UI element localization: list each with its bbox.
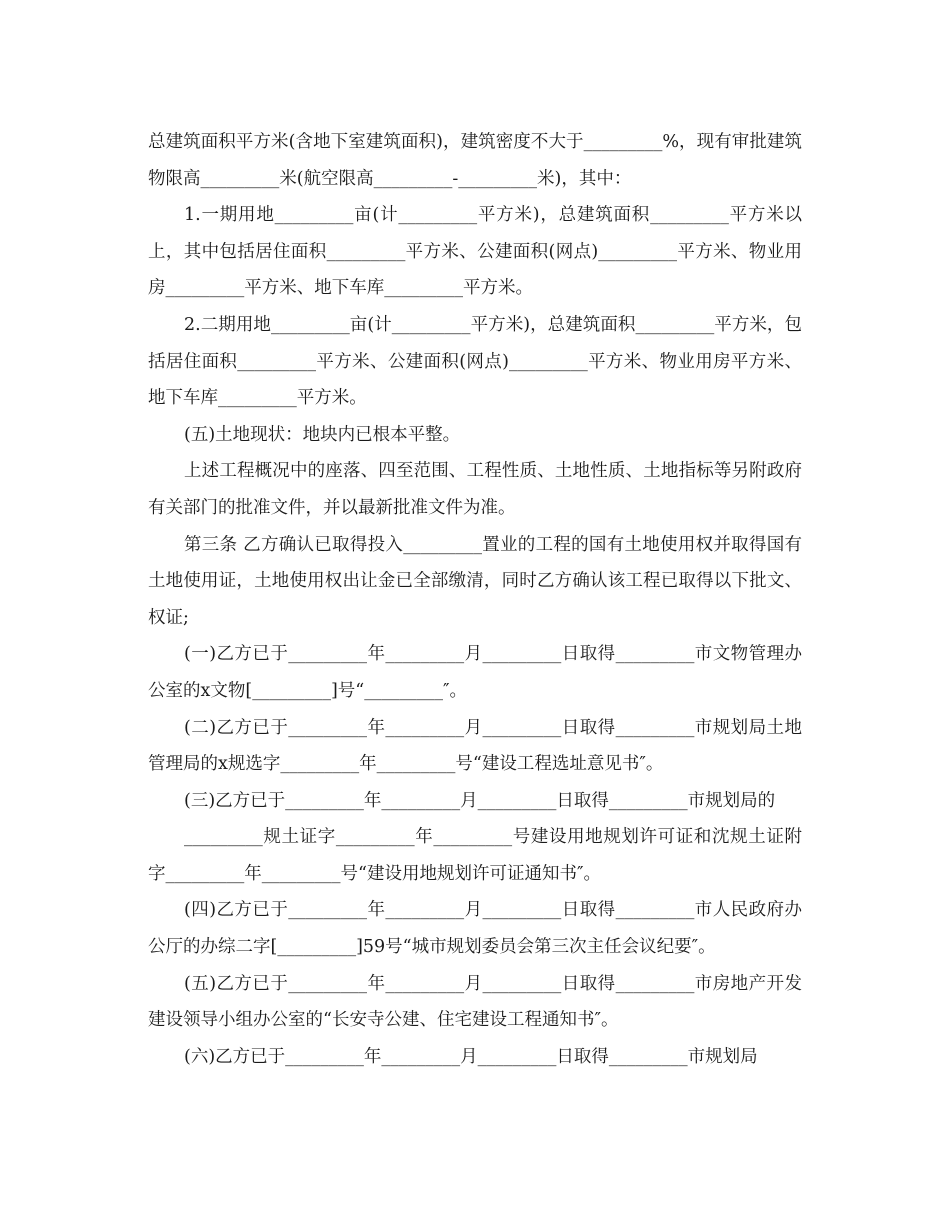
- paragraph-phase-two: 2.二期用地_________亩(计_________平方米)，总建筑面积_________平方米，包括居住面积_________平方米、公建面积(网点)_________平方米、物业用房平方米、地下车库_________平方米。: [148, 314, 802, 409]
- document-body: [148, 124, 802, 1075]
- paragraph-approval-five: (五)乙方已于_________年_________月_________日取得_________市房地产开发建设领导小组办公室的“长安寺公建、住宅建设工程通知书″。: [148, 973, 802, 1031]
- paragraph-project-overview: 上述工程概况中的座落、四至范围、工程性质、土地性质、土地指标等另附政府有关部门的批准文件，并以最新批准文件为准。: [148, 461, 802, 518]
- paragraph-approval-two: (二)乙方已于_________年_________月_________日取得_________市规划局土地管理局的x规选字_________年_________号“建设工程选址意见书″。: [148, 717, 802, 775]
- paragraph-land-status: (五)土地现状：地块内已根本平整。: [184, 424, 461, 445]
- paragraph-approval-three-cont: _________规土证字_________年_________号建设用地规划许可证和沈规土证附字_________年_________号“建设用地规划许可证通知书″。: [148, 827, 802, 884]
- paragraph-area-summary: 总建筑面积平方米(含地下室建筑面积)，建筑密度不大于_________%，现有审批建筑物限高_________米(航空限高_________-_________米)，其中：: [148, 132, 802, 189]
- paragraph-approval-four: (四)乙方已于_________年_________月_________日取得_________市人民政府办公厅的办综二字[_________]59号“城市规划委员会第三次主任会议纪要″。: [148, 900, 802, 958]
- paragraph-phase-one: 1.一期用地_________亩(计_________平方米)，总建筑面积_________平方米以上，其中包括居住面积_________平方米、公建面积(网点)_________平方米、物业用房_________平方米、地下车库_________平方米。: [148, 205, 802, 299]
- paragraph-approval-six: (六)乙方已于_________年_________月_________日取得_________市规划局: [184, 1046, 758, 1067]
- paragraph-approval-three: (三)乙方已于_________年_________月_________日取得_________市规划局的: [184, 790, 776, 811]
- paragraph-article-three: 第三条 乙方确认已取得投入_________置业的工程的国有土地使用权并取得国有土地使用证，土地使用权出让金已全部缴清，同时乙方确认该工程已取得以下批文、权证;: [148, 534, 802, 628]
- paragraph-approval-one: (一)乙方已于_________年_________月_________日取得_________市文物管理办公室的x文物[_________]号“_________″。: [148, 644, 802, 701]
